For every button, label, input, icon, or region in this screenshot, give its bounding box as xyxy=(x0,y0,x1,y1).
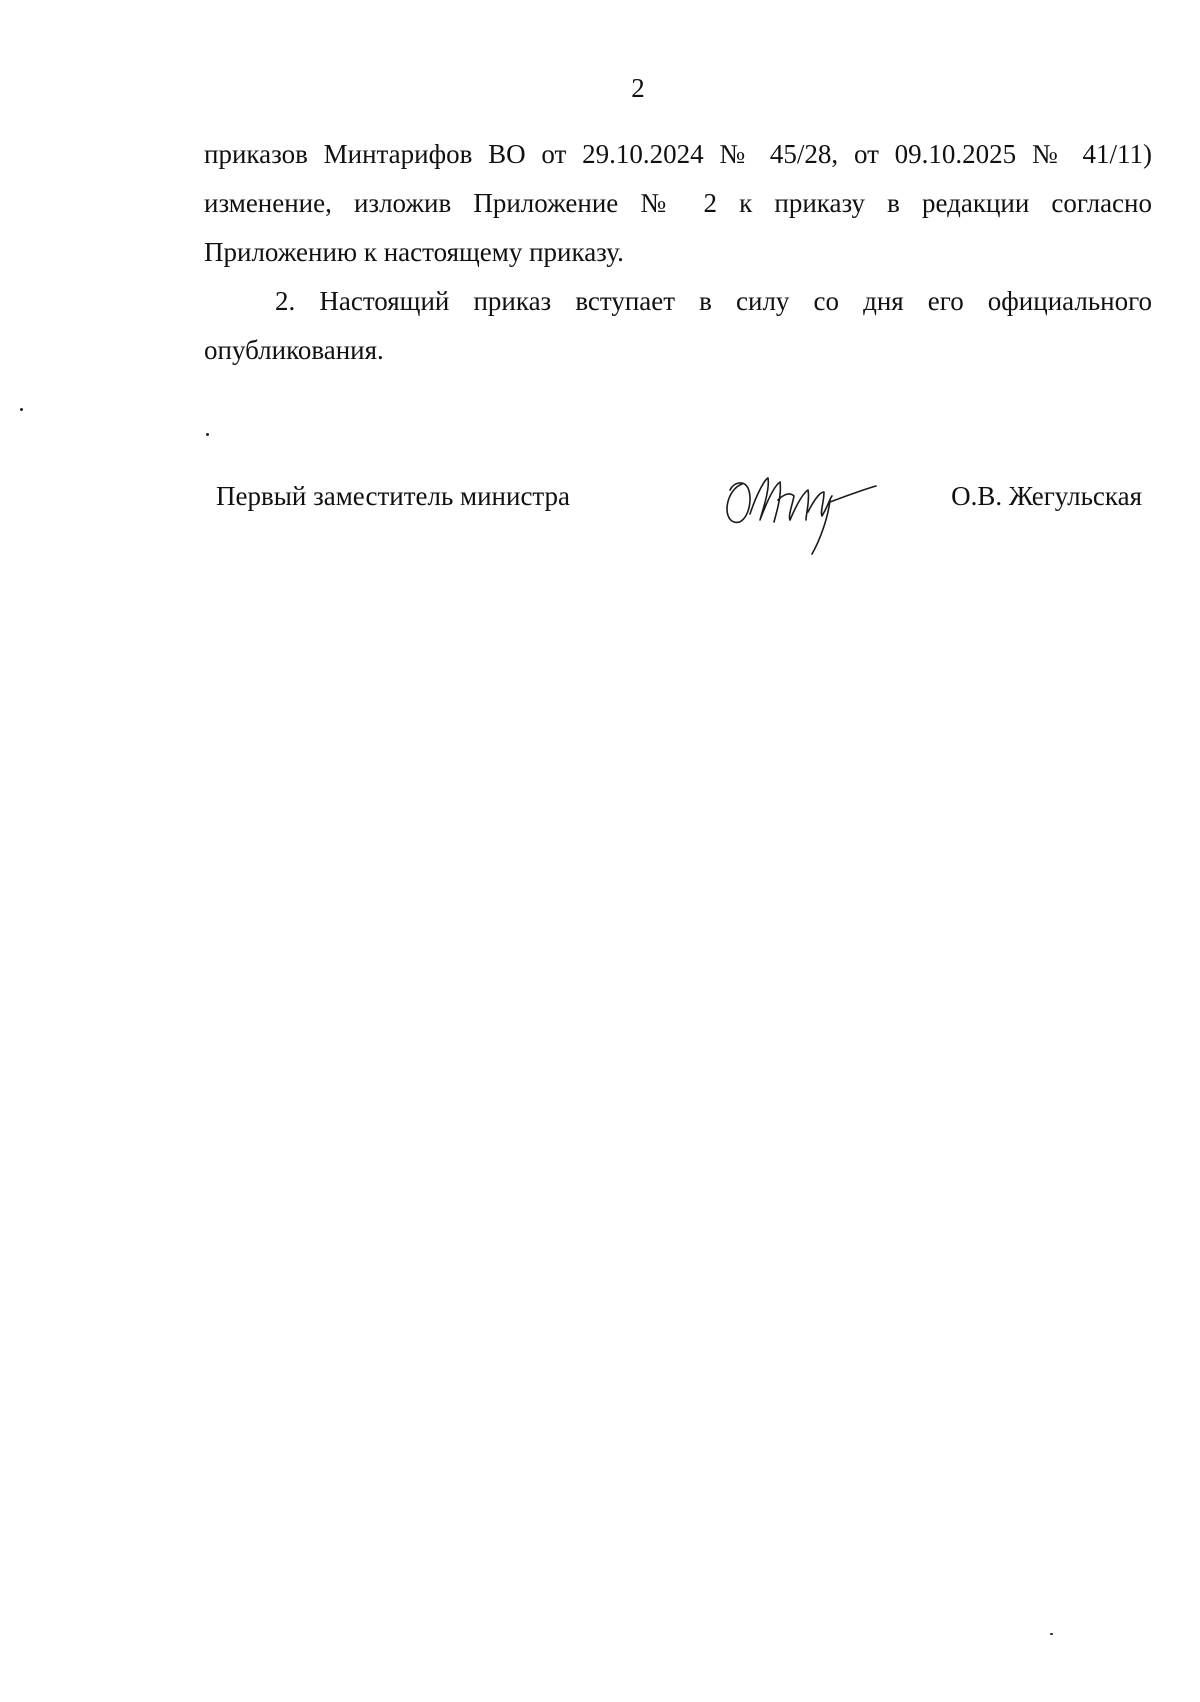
scan-speck xyxy=(1050,1633,1053,1635)
paragraph-item-2: 2. Настоящий приказ вступает в силу со дня его официального опубликования. xyxy=(204,286,1152,365)
page-number: 2 xyxy=(631,73,645,103)
signer-name: О.В. Жегульская xyxy=(951,481,1142,511)
document-body xyxy=(204,130,1152,375)
paragraph-continuation: приказов Минтарифов ВО от 29.10.2024 № 45/28, от 09.10.2025 № 41/11) изменение, изложив Приложение № 2 к приказу в редакции согласно Приложению к настоящему приказу. xyxy=(204,139,1152,267)
scan-speck xyxy=(206,433,209,436)
handwritten-signature xyxy=(712,456,882,556)
scan-speck xyxy=(20,408,23,411)
signature-block xyxy=(204,470,1152,560)
signer-position: Первый заместитель министра xyxy=(216,481,571,511)
